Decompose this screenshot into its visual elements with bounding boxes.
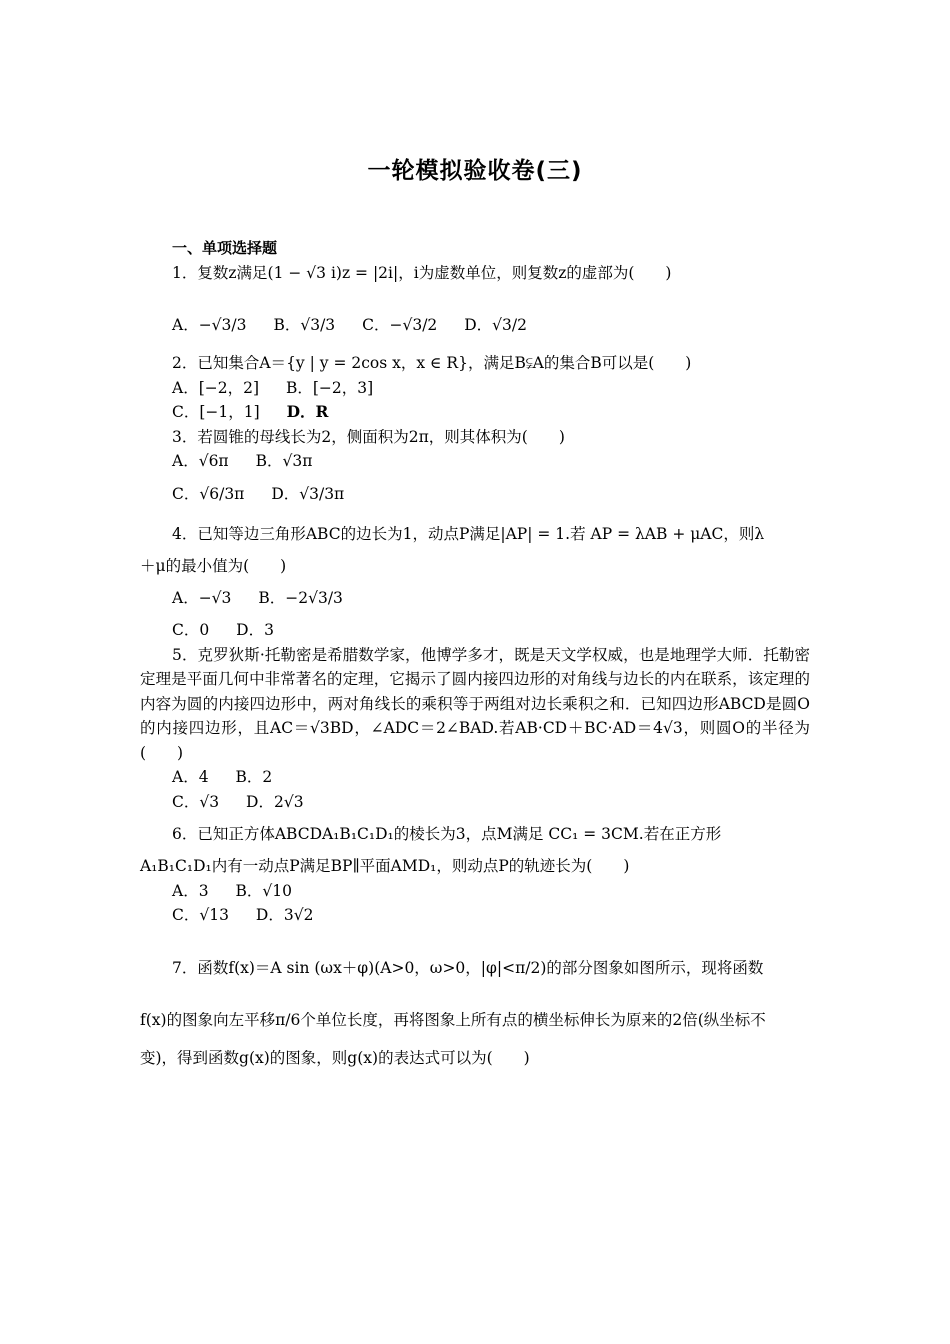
question-3-options-row2 [140,474,810,514]
q4-option-d: D．3 [236,621,274,639]
question-6-options-row1 [140,879,810,904]
page-title: 一轮模拟验收卷(三) [367,158,583,184]
q2-option-a: A．[−2，2] [172,378,259,397]
q2-set: {y | y = 2cos x，x ∈ R} [286,354,468,372]
question-5-options-row2 [140,790,810,815]
q3-option-b: B．√3π [255,452,313,470]
q2-option-c: C．[−1，1] [172,403,260,421]
question-1-stem [140,261,810,286]
q2-stem-a: 2．已知集合A＝ [172,354,287,372]
question-4-stem [140,514,810,554]
section-heading: 一、单项选择题 [172,239,278,257]
q5-option-c: C．√3 [172,792,220,811]
q7-condition: (A>0，ω>0，|φ|<π/2) [374,958,547,977]
q6-option-b: B．√10 [235,881,292,900]
question-5-options-row1 [140,765,810,790]
q1-option-d: D．√3/2 [464,316,527,334]
question-3-stem: 3．若圆锥的母线长为2，侧面积为2π，则其体积为( ) [172,427,565,446]
q3-option-a: A．√6π [172,452,229,470]
question-5-text: 5．克罗狄斯·托勒密是希腊数学家，他博学多才，既是天文学权威，也是地理学大师．托勒密定理是平面几何中非常著名的定理，它揭示了圆内接四边形的对角线与边长的内在联系，该定理的内容为圆的内接四边形中，两对角线长的乘积等于两组对边长乘积之和．已知四边形ABCD是圆O的内接四边形，且AC＝√3BD，∠ADC＝2∠BAD.若AB·CD＋BC·AD＝4√3，则圆O的半径为( ) [140,645,810,762]
q1-expression: (1 − √3 i)z = |2i| [267,263,399,282]
q3-option-c: C．√6/3π [172,484,245,503]
question-7-text-c: f(x)的图象向左平移π/6个单位长度，再将图象上所有点的横坐标伸长为原来的2倍(纵坐标不 [140,1010,766,1029]
q4-option-b: B．−2√3/3 [258,589,343,607]
q1-stem-b: ，i为虚数单位，则复数z的虚部为( ) [398,263,672,282]
q3-option-d: D．√3/3π [271,484,345,503]
q7-text-b: 的部分图象如图所示，现将函数 [546,958,764,977]
q4-option-c: C．0 [172,621,210,639]
q5-option-b: B．2 [235,768,273,786]
question-2-options-row2 [140,400,810,425]
q5-option-a: A．4 [172,768,209,786]
question-2-stem [140,351,810,376]
q4-stem-a: 4．已知等边三角形ABC的边长为1，动点P满足 [172,524,501,543]
question-7-text-d: 变)，得到函数g(x)的图象，则g(x)的表达式可以为( ) [140,1048,530,1067]
question-7-text-a [140,942,810,994]
question-4-stem-cont: ＋μ的最小值为( ) [140,556,287,575]
q1-stem-a: 1．复数z满足 [172,263,268,282]
question-6-options-row2 [140,903,810,928]
q2-option-d: D．R [286,402,329,421]
q1-option-c: C．−√3/2 [362,316,438,334]
question-6-text-b: A₁B₁C₁D₁内有一动点P满足BP∥平面AMD₁，则动点P的轨迹长为( ) [140,857,630,875]
q7-function: 7．函数f(x)＝A sin (ωx＋φ) [172,958,375,977]
question-list [140,236,810,1070]
q4-condition: |AP| = 1.若 AP = λAB + μAC，则λ [500,524,765,543]
question-2-options-row1 [140,376,810,401]
q4-option-a: A．−√3 [172,589,232,607]
q1-option-a: A．−√3/3 [172,316,247,334]
question-4-options-row1 [140,578,810,618]
question-3-options-row1 [140,449,810,474]
q2-option-b: B．[−2，3] [285,378,374,397]
q6-option-c: C．√13 [172,906,229,924]
q6-option-d: D．3√2 [255,906,314,924]
q6-option-a: A．3 [172,881,209,900]
question-1-options [140,299,810,351]
q2-stem-b: ，满足B⫋A的集合B可以是( ) [467,354,692,372]
question-4-options-row2 [140,618,810,643]
q5-option-d: D．2√3 [246,792,304,811]
question-6-text-a: 6．已知正方体ABCDA₁B₁C₁D₁的棱长为3，点M满足 CC₁ = 3CM.若在正方形 [172,825,722,843]
q1-option-b: B．√3/3 [273,316,336,334]
